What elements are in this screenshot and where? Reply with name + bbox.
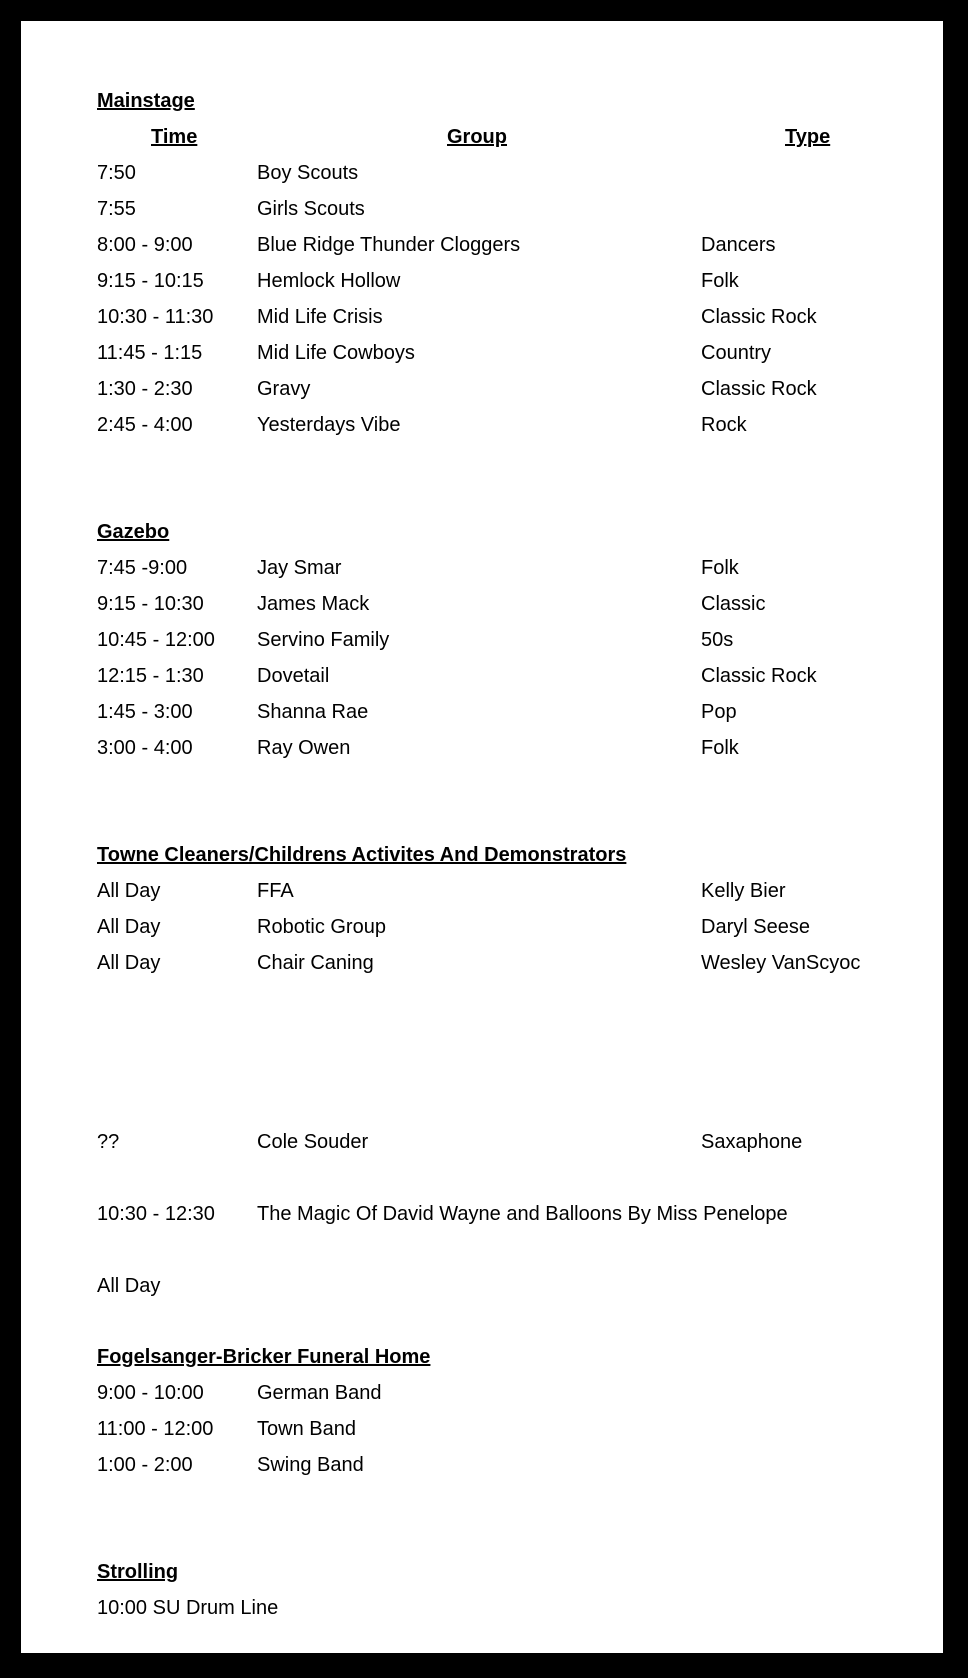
time-cell: 7:45 -9:00 [97,557,188,579]
schedule-page [21,21,943,1653]
type-cell: Country [701,342,772,364]
group-cell: The Magic Of David Wayne and Balloons By Miss Penelope [257,1203,788,1225]
group-cell: Gravy [257,378,311,400]
group-cell: Boy Scouts [257,162,359,184]
group-cell: Cole Souder [257,1131,369,1153]
time-cell: 7:50 [97,162,136,184]
time-cell: 8:00 - 9:00 [97,234,193,256]
group-cell: Hemlock Hollow [257,270,401,292]
type-cell: Saxaphone [701,1131,803,1153]
group-cell: Blue Ridge Thunder Cloggers [257,234,521,256]
group-cell: James Mack [257,593,370,615]
column-header-time: Time [151,126,198,148]
type-cell: 50s [701,629,734,651]
type-cell: Classic Rock [701,665,817,687]
time-cell: 10:30 - 12:30 [97,1203,215,1225]
section-title-mainstage: Mainstage [97,90,195,112]
group-cell: Mid Life Crisis [257,306,383,328]
type-cell: Dancers [701,234,776,256]
type-cell: Wesley VanScyoc [701,952,861,974]
time-cell: 3:00 - 4:00 [97,737,193,759]
column-header-group: Group [447,126,507,148]
group-cell: Dovetail [257,665,330,687]
time-cell: All Day [97,1275,161,1297]
column-header-type: Type [785,126,831,148]
time-cell: 11:45 - 1:15 [97,342,203,364]
group-cell: Swing Band [257,1454,364,1476]
section-title-towne-cleaners: Towne Cleaners/Childrens Activites And Demonstrators [97,844,627,866]
strolling-entry: 10:00 SU Drum Line [97,1597,279,1619]
section-title-funeral-home: Fogelsanger-Bricker Funeral Home [97,1346,431,1368]
type-cell: Folk [701,557,739,579]
group-cell: German Band [257,1382,382,1404]
type-cell: Rock [701,414,747,436]
group-cell: Jay Smar [257,557,342,579]
time-cell: 10:30 - 11:30 [97,306,214,328]
time-cell: 7:55 [97,198,136,220]
time-cell: 12:15 - 1:30 [97,665,204,687]
time-cell: 1:00 - 2:00 [97,1454,193,1476]
section-title-gazebo: Gazebo [97,521,170,543]
type-cell: Daryl Seese [701,916,810,938]
group-cell: Yesterdays Vibe [257,414,401,436]
group-cell: Town Band [257,1418,356,1440]
time-cell: All Day [97,952,161,974]
type-cell: Folk [701,737,739,759]
time-cell: 2:45 - 4:00 [97,414,193,436]
time-cell: 11:00 - 12:00 [97,1418,214,1440]
time-cell: All Day [97,916,161,938]
group-cell: Chair Caning [257,952,374,974]
group-cell: FFA [257,880,294,902]
group-cell: Servino Family [257,629,390,651]
type-cell: Classic Rock [701,378,817,400]
type-cell: Folk [701,270,739,292]
group-cell: Girls Scouts [257,198,365,220]
time-cell: 1:30 - 2:30 [97,378,193,400]
time-cell: 9:00 - 10:00 [97,1382,204,1404]
time-cell: 9:15 - 10:30 [97,593,204,615]
time-cell: 10:45 - 12:00 [97,629,215,651]
group-cell: Ray Owen [257,737,351,759]
type-cell: Kelly Bier [701,880,786,902]
section-title-strolling: Strolling [97,1561,179,1583]
group-cell: Mid Life Cowboys [257,342,415,364]
time-cell: 1:45 - 3:00 [97,701,193,723]
type-cell: Classic Rock [701,306,817,328]
type-cell: Pop [701,701,737,723]
time-cell: All Day [97,880,161,902]
group-cell: Robotic Group [257,916,386,938]
group-cell: Shanna Rae [257,701,369,723]
time-cell: 9:15 - 10:15 [97,270,204,292]
time-cell: ?? [97,1131,120,1153]
type-cell: Classic [701,593,766,615]
